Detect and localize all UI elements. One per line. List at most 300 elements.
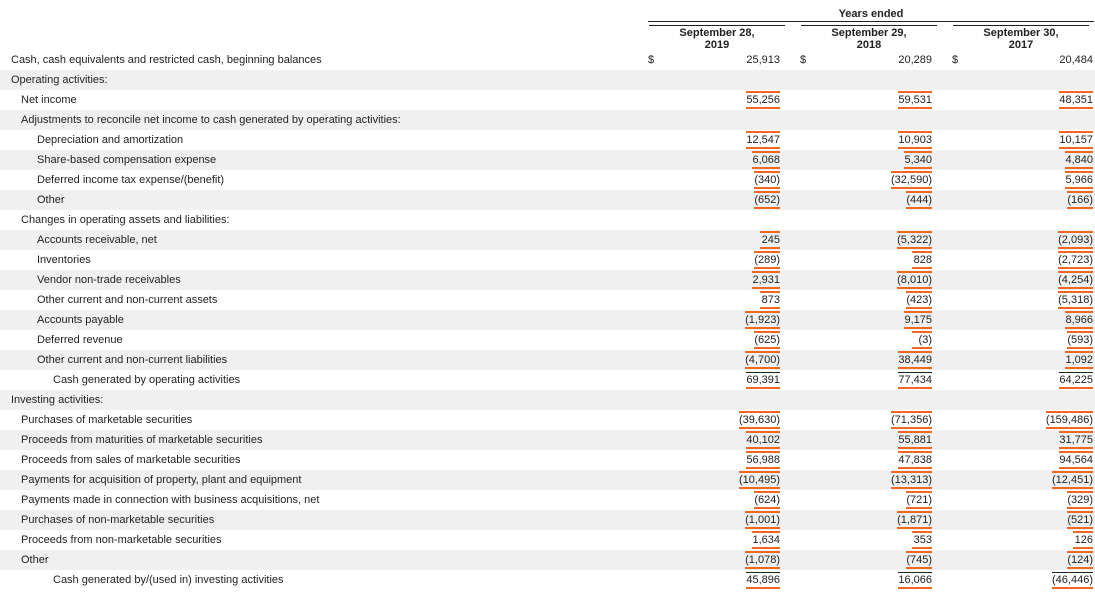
- table-row: [0, 290, 1095, 310]
- cell-value: [668, 90, 780, 110]
- cell-value: [972, 290, 1093, 310]
- row-label: Other: [0, 550, 648, 570]
- currency-symbol: [800, 110, 820, 130]
- cell-value: [668, 450, 780, 470]
- row-label: Vendor non-trade receivables: [0, 270, 648, 290]
- cell-value: [820, 550, 932, 570]
- years-ended-rule: [648, 21, 1094, 22]
- column-gap: [780, 210, 800, 230]
- column-heading-line1: September 29,: [831, 27, 907, 39]
- currency-symbol: [952, 170, 972, 190]
- currency-symbol: [952, 330, 972, 350]
- cell-value: [972, 430, 1093, 450]
- row-label: Investing activities:: [0, 390, 648, 410]
- table-row: [0, 150, 1095, 170]
- amount: 38,449: [898, 351, 932, 369]
- cell-value: [972, 490, 1093, 510]
- column-gap: [932, 570, 952, 590]
- cell-value: [820, 270, 932, 290]
- amount: (340): [754, 171, 780, 189]
- cell-value: [820, 510, 932, 530]
- column-gap: [780, 330, 800, 350]
- amount: (4,254): [1058, 271, 1093, 289]
- cell-value: [820, 330, 932, 350]
- table-row: [0, 190, 1095, 210]
- amount: 20,484: [1059, 54, 1093, 66]
- column-gap: [932, 170, 952, 190]
- cell-value: [668, 390, 780, 410]
- column-gap: [780, 350, 800, 370]
- currency-symbol: [800, 150, 820, 170]
- cell-value: [668, 370, 780, 390]
- currency-symbol: [952, 290, 972, 310]
- cell-value: [668, 490, 780, 510]
- row-label: Other: [0, 190, 648, 210]
- amount: (39,630): [739, 411, 780, 429]
- currency-symbol: [952, 390, 972, 410]
- currency-symbol: [648, 470, 668, 490]
- currency-symbol: [952, 150, 972, 170]
- amount: 16,066: [898, 572, 932, 589]
- amount: 5,340: [904, 151, 932, 169]
- amount: 353: [912, 531, 932, 549]
- cell-value: [668, 410, 780, 430]
- amount: (4,700): [745, 351, 780, 369]
- row-label: Cash generated by operating activities: [53, 374, 241, 386]
- cell-value: [668, 330, 780, 350]
- cell-value: [820, 470, 932, 490]
- row-label: Deferred income tax expense/(benefit): [37, 174, 225, 186]
- column-gap: [780, 510, 800, 530]
- column-gap: [780, 530, 800, 550]
- column-gap: [932, 150, 952, 170]
- table-row: [0, 390, 1095, 410]
- cell-value: [668, 530, 780, 550]
- currency-symbol: [648, 230, 668, 250]
- row-label: Net income: [21, 94, 77, 106]
- table-row: [0, 270, 1095, 290]
- cell-value: [972, 410, 1093, 430]
- cell-value: [972, 110, 1093, 130]
- currency-symbol: [952, 350, 972, 370]
- cell-value: [972, 190, 1093, 210]
- amount: 59,531: [898, 91, 932, 109]
- column-gap: [932, 110, 952, 130]
- cell-value: [668, 350, 780, 370]
- currency-symbol: [952, 370, 972, 390]
- currency-symbol: [648, 110, 668, 130]
- currency-symbol: [648, 270, 668, 290]
- table-row: [0, 70, 1095, 90]
- amount: (423): [906, 291, 932, 309]
- cell-value: [820, 390, 932, 410]
- row-label: Operating activities:: [0, 70, 648, 90]
- currency-symbol: [800, 330, 820, 350]
- amount: 77,434: [898, 372, 932, 389]
- column-heading-2017: [953, 25, 1089, 51]
- cell-value: [820, 210, 932, 230]
- cell-value: [820, 530, 932, 550]
- currency-symbol: [952, 550, 972, 570]
- amount: 2,931: [752, 271, 780, 289]
- column-gap: [932, 370, 952, 390]
- currency-symbol: [800, 250, 820, 270]
- amount: 1,634: [752, 531, 780, 549]
- currency-symbol: [800, 310, 820, 330]
- cell-value: [820, 90, 932, 110]
- amount: 69,391: [746, 372, 780, 389]
- column-gap: [932, 490, 952, 510]
- cell-value: [972, 470, 1093, 490]
- table-row: [0, 350, 1095, 370]
- amount: (745): [906, 551, 932, 569]
- table-row: [0, 490, 1095, 510]
- amount: 126: [1073, 531, 1093, 549]
- table-row: [0, 230, 1095, 250]
- cell-value: [820, 490, 932, 510]
- amount: (13,313): [891, 471, 932, 489]
- currency-symbol: [648, 430, 668, 450]
- cell-value: [972, 170, 1093, 190]
- cell-value: [972, 50, 1093, 70]
- amount: (71,356): [891, 411, 932, 429]
- cell-value: [668, 290, 780, 310]
- amount: (8,010): [897, 271, 932, 289]
- row-label: Payments for acquisition of property, plant and equipment: [0, 470, 648, 490]
- cash-flow-rows: [0, 50, 1095, 590]
- currency-symbol: [648, 290, 668, 310]
- amount: 20,289: [898, 54, 932, 66]
- currency-symbol: [800, 370, 820, 390]
- cell-value: [668, 470, 780, 490]
- currency-symbol: [952, 470, 972, 490]
- amount: 25,913: [746, 54, 780, 66]
- currency-symbol: [648, 490, 668, 510]
- row-label: Depreciation and amortization: [37, 134, 184, 146]
- row-label: Proceeds from sales of marketable securities: [21, 454, 241, 466]
- currency-symbol: [648, 390, 668, 410]
- cell-value: [972, 350, 1093, 370]
- amount: 5,966: [1065, 171, 1093, 189]
- currency-symbol: [952, 90, 972, 110]
- cell-value: [820, 230, 932, 250]
- cell-value: [668, 550, 780, 570]
- amount: 64,225: [1059, 372, 1093, 389]
- currency-symbol: [952, 190, 972, 210]
- cell-value: [668, 310, 780, 330]
- cell-value: [668, 510, 780, 530]
- column-gap: [780, 390, 800, 410]
- cell-value: [668, 70, 780, 90]
- column-gap: [932, 510, 952, 530]
- table-row: [0, 250, 1095, 270]
- table-row: [0, 430, 1095, 450]
- currency-symbol: [952, 210, 972, 230]
- currency-symbol: [952, 270, 972, 290]
- cell-value: [820, 350, 932, 370]
- row-label: Other current and non-current assets: [37, 294, 218, 306]
- cell-value: [668, 150, 780, 170]
- column-gap: [780, 450, 800, 470]
- cell-value: [972, 70, 1093, 90]
- column-heading-line1: September 30,: [983, 27, 1059, 39]
- column-gap: [780, 410, 800, 430]
- amount: (124): [1067, 551, 1093, 569]
- table-row: [0, 310, 1095, 330]
- cell-value: [972, 210, 1093, 230]
- amount: 4,840: [1065, 151, 1093, 169]
- table-row: [0, 530, 1095, 550]
- amount: 9,175: [904, 311, 932, 329]
- row-label: Other current and non-current liabilities: [0, 350, 648, 370]
- column-gap: [780, 170, 800, 190]
- column-gap: [932, 450, 952, 470]
- column-gap: [932, 430, 952, 450]
- cell-value: [820, 150, 932, 170]
- row-label: Changes in operating assets and liabilities:: [21, 214, 230, 226]
- amount: 94,564: [1059, 451, 1093, 469]
- amount: 873: [760, 291, 780, 309]
- cell-value: [972, 90, 1093, 110]
- cell-value: [972, 390, 1093, 410]
- currency-symbol: [800, 130, 820, 150]
- amount: (652): [754, 191, 780, 209]
- column-gap: [780, 570, 800, 590]
- column-gap: [780, 550, 800, 570]
- column-gap: [932, 470, 952, 490]
- currency-symbol: $: [952, 54, 959, 66]
- table-row: [0, 550, 1095, 570]
- currency-symbol: [952, 570, 972, 590]
- amount: (1,078): [745, 551, 780, 569]
- cell-value: [820, 290, 932, 310]
- amount: (1,923): [745, 311, 780, 329]
- column-gap: [932, 250, 952, 270]
- column-gap: [780, 490, 800, 510]
- table-row: [0, 510, 1095, 530]
- row-label: Deferred revenue: [37, 334, 123, 346]
- table-row: [0, 450, 1095, 470]
- currency-symbol: [800, 510, 820, 530]
- amount: (2,723): [1058, 251, 1093, 269]
- currency-symbol: $: [648, 54, 655, 66]
- column-gap: [932, 270, 952, 290]
- column-gap: [932, 230, 952, 250]
- amount: (10,495): [739, 471, 780, 489]
- currency-symbol: [952, 430, 972, 450]
- currency-symbol: [800, 350, 820, 370]
- column-gap: [780, 90, 800, 110]
- amount: (521): [1067, 511, 1093, 529]
- currency-symbol: [952, 510, 972, 530]
- table-header: [0, 0, 1095, 52]
- amount: (32,590): [891, 171, 932, 189]
- currency-symbol: [800, 290, 820, 310]
- cell-value: [820, 430, 932, 450]
- currency-symbol: [800, 190, 820, 210]
- currency-symbol: [800, 450, 820, 470]
- currency-symbol: [648, 410, 668, 430]
- currency-symbol: [648, 210, 668, 230]
- table-row: [0, 370, 1095, 390]
- cell-value: [820, 410, 932, 430]
- column-gap: [932, 410, 952, 430]
- amount: (625): [754, 331, 780, 349]
- column-gap: [932, 70, 952, 90]
- column-gap: [780, 430, 800, 450]
- cell-value: [820, 50, 932, 70]
- column-gap: [780, 130, 800, 150]
- amount: 56,988: [746, 451, 780, 469]
- amount: (593): [1067, 331, 1093, 349]
- currency-symbol: [952, 110, 972, 130]
- amount: 10,903: [898, 131, 932, 149]
- column-gap: [780, 470, 800, 490]
- row-label: Payments made in connection with business acquisitions, net: [21, 494, 320, 506]
- currency-symbol: [952, 130, 972, 150]
- cash-flow-table: [0, 50, 1095, 590]
- column-gap: [932, 210, 952, 230]
- cell-value: [668, 230, 780, 250]
- column-gap: [932, 550, 952, 570]
- amount: (2,093): [1058, 231, 1093, 249]
- table-row: [0, 570, 1095, 590]
- currency-symbol: [648, 550, 668, 570]
- currency-symbol: [648, 530, 668, 550]
- currency-symbol: [648, 150, 668, 170]
- cell-value: [668, 170, 780, 190]
- amount: 45,896: [746, 572, 780, 589]
- currency-symbol: [800, 570, 820, 590]
- table-row: [0, 130, 1095, 150]
- currency-symbol: [952, 530, 972, 550]
- amount: 55,881: [898, 431, 932, 449]
- currency-symbol: [952, 490, 972, 510]
- table-row: [0, 50, 1095, 70]
- column-gap: [932, 390, 952, 410]
- amount: 40,102: [746, 431, 780, 449]
- cell-value: [668, 430, 780, 450]
- currency-symbol: [800, 430, 820, 450]
- amount: 48,351: [1059, 91, 1093, 109]
- column-gap: [780, 310, 800, 330]
- currency-symbol: [800, 230, 820, 250]
- currency-symbol: [800, 550, 820, 570]
- table-row: [0, 410, 1095, 430]
- cell-value: [972, 530, 1093, 550]
- column-gap: [932, 90, 952, 110]
- amount: 47,838: [898, 451, 932, 469]
- column-gap: [932, 130, 952, 150]
- cell-value: [668, 210, 780, 230]
- currency-symbol: [648, 70, 668, 90]
- cell-value: [820, 170, 932, 190]
- column-gap: [932, 290, 952, 310]
- amount: (12,451): [1052, 471, 1093, 489]
- amount: (624): [754, 491, 780, 509]
- currency-symbol: [648, 310, 668, 330]
- currency-symbol: [648, 330, 668, 350]
- currency-symbol: [648, 170, 668, 190]
- column-gap: [780, 290, 800, 310]
- currency-symbol: [648, 570, 668, 590]
- amount: (46,446): [1052, 572, 1093, 589]
- row-label: Cash generated by/(used in) investing activities: [53, 574, 284, 586]
- currency-symbol: [800, 90, 820, 110]
- currency-symbol: [800, 70, 820, 90]
- column-gap: [780, 50, 800, 70]
- column-gap: [780, 370, 800, 390]
- currency-symbol: [648, 350, 668, 370]
- table-row: [0, 90, 1095, 110]
- column-gap: [932, 330, 952, 350]
- column-gap: [780, 70, 800, 90]
- column-heading-line2: 2018: [856, 39, 882, 51]
- currency-symbol: [648, 130, 668, 150]
- column-gap: [780, 190, 800, 210]
- cell-value: [972, 510, 1093, 530]
- cell-value: [972, 370, 1093, 390]
- amount: (721): [906, 491, 932, 509]
- cell-value: [972, 270, 1093, 290]
- cell-value: [668, 270, 780, 290]
- cell-value: [668, 50, 780, 70]
- cell-value: [972, 570, 1093, 590]
- currency-symbol: $: [800, 54, 807, 66]
- cell-value: [668, 110, 780, 130]
- amount: (1,001): [745, 511, 780, 529]
- column-heading-line2: 2017: [1008, 39, 1034, 51]
- column-gap: [932, 350, 952, 370]
- cell-value: [972, 250, 1093, 270]
- currency-symbol: [648, 190, 668, 210]
- years-ended-heading: Years ended: [838, 8, 904, 20]
- currency-symbol: [952, 450, 972, 470]
- row-label: Purchases of non-marketable securities: [0, 510, 648, 530]
- cell-value: [972, 330, 1093, 350]
- cell-value: [972, 150, 1093, 170]
- column-gap: [780, 110, 800, 130]
- column-gap: [780, 270, 800, 290]
- cell-value: [820, 190, 932, 210]
- column-gap: [780, 150, 800, 170]
- table-row: [0, 110, 1095, 130]
- column-heading-2019: [649, 25, 785, 51]
- cell-value: [972, 310, 1093, 330]
- currency-symbol: [648, 450, 668, 470]
- currency-symbol: [952, 70, 972, 90]
- amount: (329): [1067, 491, 1093, 509]
- cell-value: [820, 370, 932, 390]
- amount: 31,775: [1059, 431, 1093, 449]
- column-gap: [780, 230, 800, 250]
- currency-symbol: [800, 490, 820, 510]
- table-row: [0, 470, 1095, 490]
- currency-symbol: [648, 370, 668, 390]
- table-row: [0, 210, 1095, 230]
- currency-symbol: [800, 410, 820, 430]
- currency-symbol: [800, 390, 820, 410]
- currency-symbol: [800, 170, 820, 190]
- column-heading-2018: [801, 25, 937, 51]
- row-label: Inventories: [37, 254, 91, 266]
- cell-value: [668, 570, 780, 590]
- column-gap: [932, 530, 952, 550]
- amount: (3): [912, 331, 932, 349]
- cell-value: [820, 250, 932, 270]
- row-label: Proceeds from non-marketable securities: [21, 534, 222, 546]
- amount: 12,547: [746, 131, 780, 149]
